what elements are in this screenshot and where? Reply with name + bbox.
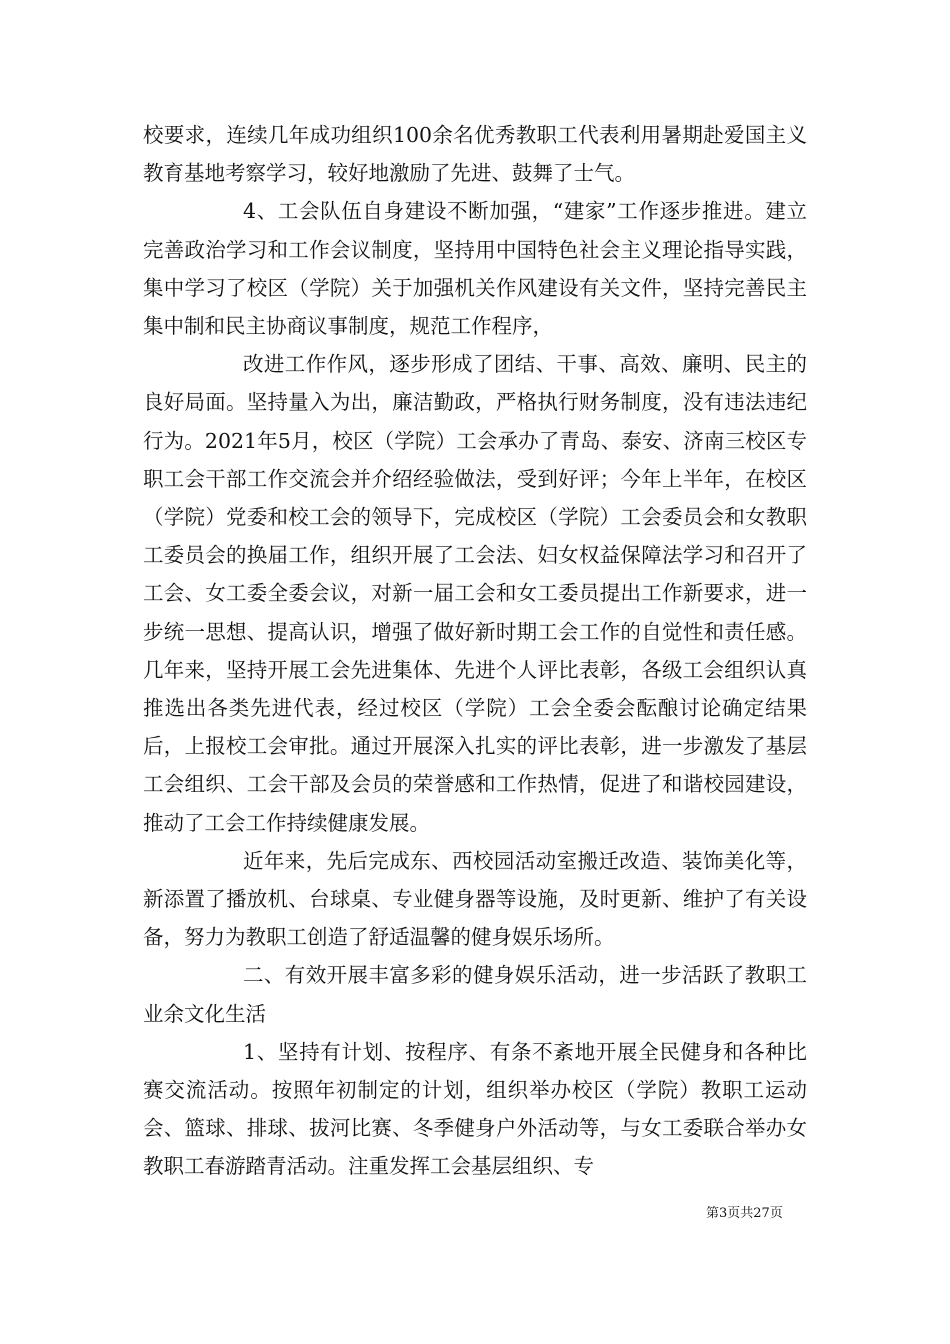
section-heading-2: 二、有效开展丰富多彩的健身娱乐活动，进一步活跃了教职工业余文化生活: [143, 963, 807, 1026]
paragraph-3: 改进工作作风，逐步形成了团结、干事、高效、廉明、民主的良好局面。坚持量入为出，廉洁勤政，严格执行财务制度，没有违法违纪行为。2021年5月，校区（学院）工会承办了青岛、泰安、济南三校区专职工会干部工作交流会并介绍经验做法，受到好评；今年上半年，在校区（学院）党委和校工会的领导下，完成校区（学院）工会委员会和女教职工委员会的换届工作，组织开展了工会法、妇女权益保障法学习和召开了工会、女工委全委会议，对新一届工会和女工委员提出工作新要求，进一步统一思想、提高认识，增强了做好新时期工会工作的自觉性和责任感。几年来，坚持开展工会先进集体、先进个人评比表彰，各级工会组织认真推选出各类先进代表，经过校区（学院）工会全委会酝酿讨论确定结果后，上报校工会审批。通过开展深入扎实的评比表彰，进一步激发了基层工会组织、工会干部及会员的荣誉感和工作热情，促进了和谐校园建设，推动了工会工作持续健康发展。: [143, 352, 807, 835]
paragraph-1: 校要求，连续几年成功组织100余名优秀教职工代表利用暑期赴爱国主义教育基地考察学习，较好地激励了先进、鼓舞了士气。: [143, 123, 807, 186]
paragraph-4: 近年来，先后完成东、西校园活动室搬迁改造、装饰美化等，新添置了播放机、台球桌、专业健身器等设施，及时更新、维护了有关设备，努力为教职工创造了舒适温馨的健身娱乐场所。: [143, 848, 807, 950]
body-text: [143, 116, 807, 1186]
paragraph-5: 1、坚持有计划、按程序、有条不紊地开展全民健身和各种比赛交流活动。按照年初制定的计划，组织举办校区（学院）教职工运动会、篮球、排球、拔河比赛、冬季健身户外活动等，与女工委联合举办女教职工春游踏青活动。注重发挥工会基层组织、专: [143, 1039, 807, 1179]
page-number: 第3页共27页: [706, 1206, 783, 1221]
paragraph-2: 4、工会队伍自身建设不断加强，“建家”工作逐步推进。建立完善政治学习和工作会议制度，坚持用中国特色社会主义理论指导实践，集中学习了校区（学院）关于加强机关作风建设有关文件，坚持完善民主集中制和民主协商议事制度，规范工作程序，: [143, 199, 807, 339]
